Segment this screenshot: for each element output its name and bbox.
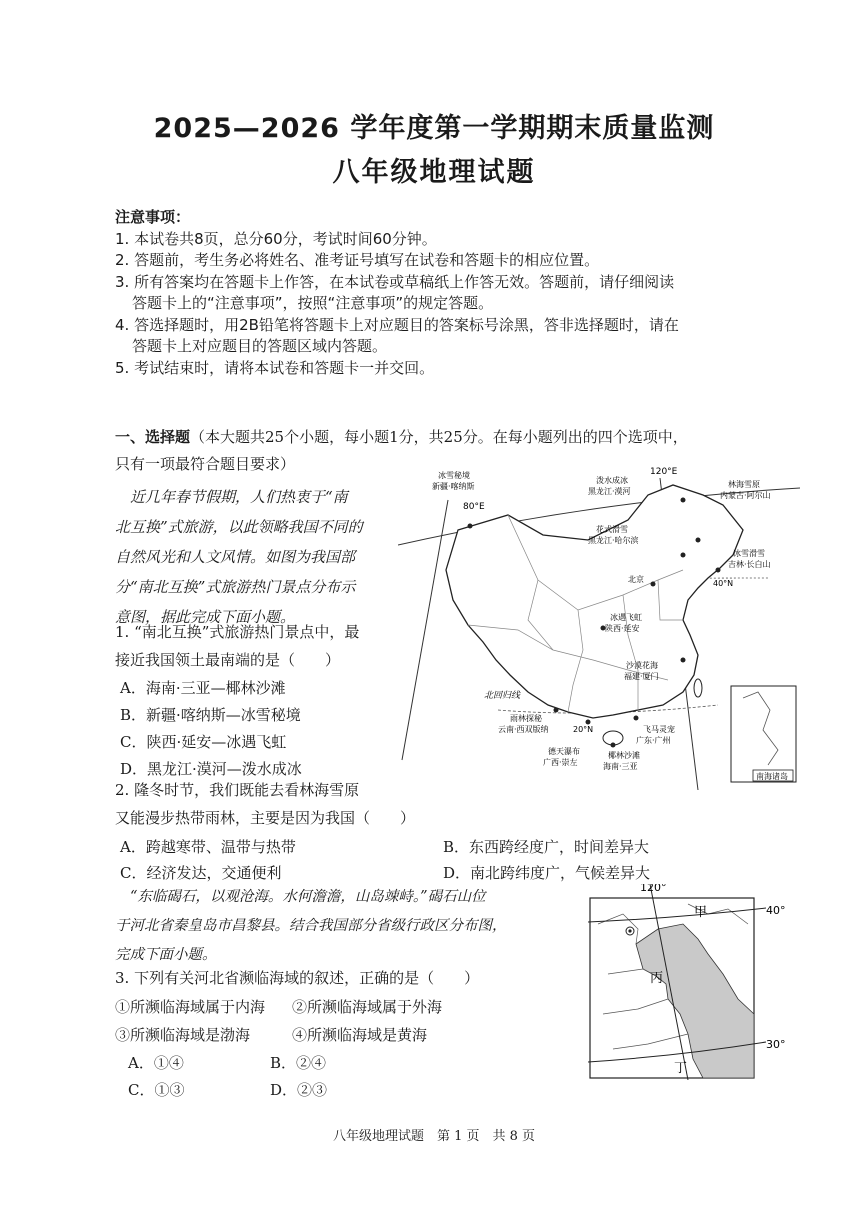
map-label: 冰雪滑雪 — [733, 549, 765, 558]
option-c[interactable]: C．陕西·延安—冰遇飞虹 — [120, 733, 287, 751]
question-2 — [115, 776, 415, 832]
exam-subtitle: 八年级地理试题 — [332, 157, 536, 188]
map-label: 吉林·长白山 — [728, 560, 771, 569]
option-b[interactable]: B．②④ — [270, 1054, 327, 1072]
map-label: 海南·三亚 — [603, 762, 638, 771]
map-label: 德天瀑布 — [548, 747, 580, 756]
section-desc: （本大题共25个小题，每小题1分，共25分。在每小题列出的四个选项中， — [190, 428, 688, 446]
section-desc2: 只有一项最符合题目要求） — [115, 455, 296, 473]
map-label: 北回归线 — [484, 691, 521, 701]
map-label: 广东·广州 — [636, 736, 671, 745]
notice-block — [115, 207, 795, 379]
option-c[interactable]: C．①③ — [128, 1081, 185, 1099]
map-label: 南海诸岛 — [756, 772, 788, 781]
notice-item: 答题卡上对应题目的答题区域内答题。 — [132, 337, 388, 355]
map-label: 泼水成冰 — [596, 476, 628, 485]
passage-line: 完成下面小题。 — [115, 947, 217, 963]
option-c[interactable]: C．经济发达，交通便利 — [120, 864, 282, 882]
map-label: 120° — [640, 884, 667, 894]
map-label: 30° — [766, 1038, 786, 1051]
map-label: 20°N — [573, 725, 594, 734]
exam-title: 2025—2026 学年度第一学期期末质量监测 — [153, 113, 715, 144]
question-stem: 接近我国领土最南端的是（ ） — [115, 651, 341, 669]
map-label: 椰林沙滩 — [608, 751, 640, 760]
map-label: 新疆·喀纳斯 — [432, 482, 475, 491]
map-label: 雨林探秘 — [510, 714, 542, 723]
passage-2 — [115, 883, 575, 970]
option-b[interactable]: B．东西跨经度广，时间差异大 — [443, 838, 650, 856]
notice-item: 3. 所有答案均在答题卡上作答，在本试卷或草稿纸上作答无效。答题前，请仔细阅读 — [115, 272, 675, 291]
map-label: 林海雪原 — [728, 480, 760, 489]
option-d[interactable]: D．黑龙江·漠河—泼水成冰 — [120, 760, 302, 778]
statement-2: ②所濒临海域属于外海 — [292, 998, 443, 1016]
question-stem: 又能漫步热带雨林，主要是因为我国（ ） — [115, 809, 416, 827]
map-label: 甲 — [694, 905, 708, 920]
map-label: 丁 — [674, 1061, 688, 1076]
option-a[interactable]: A．跨越寒带、温带与热带 — [120, 838, 296, 856]
map-label: 冰雪秘境 — [438, 471, 470, 480]
passage-line: 于河北省秦皇岛市昌黎县。结合我国部分省级行政区分布图， — [115, 918, 507, 934]
option-a[interactable]: A．海南·三亚—椰林沙滩 — [120, 679, 286, 697]
section-label: 一、选择题 — [115, 428, 191, 446]
passage-line: “东临碣石，以观沧海。水何澹澹，山岛竦峙。”碣石山位 — [130, 889, 486, 905]
option-d[interactable]: D．南北跨纬度广，气候差异大 — [443, 864, 651, 882]
map-label: 120°E — [650, 467, 678, 477]
question-1 — [115, 618, 359, 674]
statement-3: ③所濒临海域是渤海 — [115, 1026, 251, 1044]
map-label: 40°N — [713, 579, 734, 588]
passage-line: 北互换”式旅游，以此领略我国不同的 — [115, 518, 363, 536]
notice-item: 5. 考试结束时，请将本试卷和答题卡一并交回。 — [115, 358, 435, 377]
map-label: 丙 — [650, 971, 664, 986]
question-stem: 1. “南北互换”式旅游热门景点中，最 — [115, 623, 360, 641]
province-map — [588, 884, 788, 1080]
map-label: 花式滑雪 — [596, 525, 628, 534]
statement-4: ④所濒临海域是黄海 — [292, 1026, 428, 1044]
map-label: 云南·西双版纳 — [498, 725, 549, 734]
map-label: 内蒙古·阿尔山 — [720, 491, 771, 500]
notice-item: 4. 答选择题时，用2B铅笔将答题卡上对应题目的答案标号涂黑，答非选择题时，请在 — [115, 315, 679, 334]
map-label: 冰遇飞虹 — [610, 613, 642, 622]
map-label: 黑龙江·哈尔滨 — [588, 536, 639, 545]
statement-1: ①所濒临海域属于内海 — [115, 998, 266, 1016]
passage-line: 近几年春节假期，人们热衷于“南 — [130, 488, 348, 506]
china-tourism-map — [398, 460, 800, 790]
map-label: 黑龙江·漠河 — [588, 487, 631, 496]
notice-item: 2. 答题前，考生务必将姓名、准考证号填写在试卷和答题卡的相应位置。 — [115, 251, 600, 269]
page-footer: 八年级地理试题 第 1 页 共 8 页 — [332, 1129, 536, 1144]
map-label: 沙漠花海 — [626, 661, 658, 670]
passage-line: 自然风光和人文风情。如图为我国部 — [115, 548, 356, 566]
map-label: 80°E — [463, 502, 485, 512]
map-label: 广西·崇左 — [543, 758, 578, 767]
map-label: 陕西·延安 — [605, 624, 640, 633]
question-3: 3. 下列有关河北省濒临海域的叙述，正确的是（ ） — [115, 969, 480, 987]
map-label: 北京 — [628, 575, 644, 584]
option-b[interactable]: B．新疆·喀纳斯—冰雪秘境 — [120, 706, 301, 724]
map-label: 40° — [766, 904, 786, 917]
map-label: 福建·厦门 — [624, 672, 659, 681]
passage-1 — [115, 482, 395, 632]
option-a[interactable]: A．①④ — [128, 1054, 184, 1072]
notice-head: 注意事项： — [115, 208, 191, 226]
notice-item: 答题卡上的“注意事项”，按照“注意事项”的规定答题。 — [132, 294, 494, 312]
passage-line: 意图，据此完成下面小题。 — [115, 608, 296, 626]
question-stem: 2. 隆冬时节，我们既能去看林海雪原 — [115, 781, 360, 799]
option-d[interactable]: D．②③ — [270, 1081, 328, 1099]
passage-line: 分“南北互换”式旅游热门景点分布示 — [115, 578, 356, 596]
map-label: 飞马灵宠 — [643, 725, 675, 734]
notice-item: 1. 本试卷共8页，总分60分，考试时间60分钟。 — [115, 229, 437, 248]
